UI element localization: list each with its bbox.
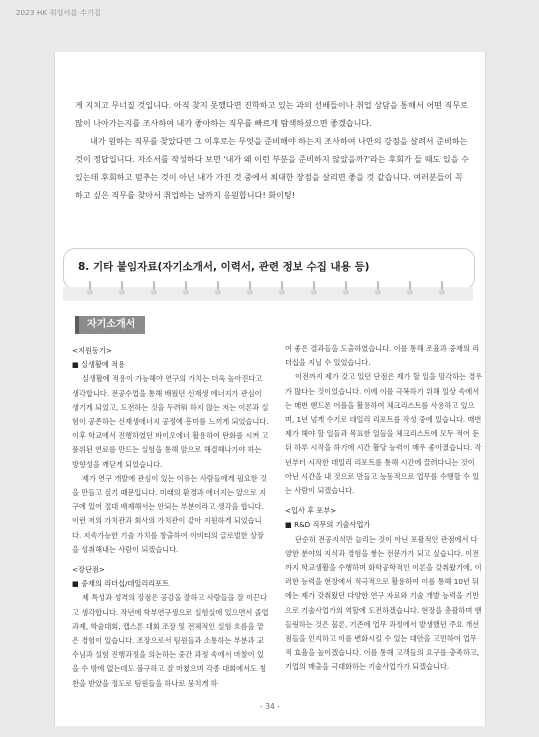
binder-ring <box>441 281 443 291</box>
binder-ring <box>409 281 411 291</box>
left-column <box>72 344 270 691</box>
body-paragraph: 제가 연구 개발에 관심이 있는 이유는 사람들에게 필요한 것을 만들고 싶기 때문입니다. 미래의 환경과 에너지는 앞으로 지구에 있어 절대 배제해서는 안되는 부분이라고 생각을 합니다. 이런 저의 가치관과 회사의 가치관이 같아 지원하게 되었습니다. 지속가능한 기술 가치를 창출하여 이비티의 글로벌한 상장을 성취해내는 사람이 되겠습니다. <box>72 473 267 554</box>
binder-ring <box>185 281 187 291</box>
binder-ring <box>121 281 123 291</box>
body-paragraph: 실생활에 적용이 가능해야 연구의 가치는 더욱 높아진다고 생각합니다. 전공수업을 통해 배웠던 신재생 에너지가 관심이 생기게 되었고, 도전하는 것을 두려워 하지 않는 저는 이론과 실험이 공존하는 신재생에너지 공정에 흥미를 느끼게 되었습니다. 이후 학교에서 진행하였던 바이오에너 활용하여 탄화를 시켜 고품위된 연료를 만드는 실험을 통해 앞으로 해결해나가야 하는 방향성을 깨닫게 되었습니다. <box>72 374 269 469</box>
binder-ring <box>217 281 219 291</box>
document-header: 2023 HK 취업이름 수기집 <box>16 9 101 17</box>
binder-ring <box>313 281 315 291</box>
binder-ring <box>281 281 283 291</box>
binder-ring <box>89 281 91 291</box>
intro-paragraph: 게 지치고 무너질 것입니다. 아직 찾지 못했다면 진학하고 있는 과의 선배들이나 취업 상담을 통해서 어떤 직무로 많이 나아가는지를 조사하여 내가 좋아하는 직무를 빠르게 탐색하셨으면 좋겠습니다. <box>75 100 469 128</box>
subheading: ■ 중재의 리더십/데일리리포트 <box>72 579 170 589</box>
intro-paragraph: 내가 원하는 직무를 찾았다면 그 이후로는 무엇을 준비해야 하는지 조사하여 나만의 강점을 살려서 준비하는 것이 정답입니다. 자소서를 작성하다 보면 '내가 왜 이런 부분을 준비하지 않았을까?'라는 후회가 들 때도 있을 수 있는데 후회하고 멈추는 것이 아닌 내가 가진 것 중에서 최대한 장점을 살리면 좋을 것 같습니다. 여러분들이 꼭 하고 싶은 직무를 찾아서 취업하는 날까지 응원합니다! 화이팅! <box>75 136 469 200</box>
cover-letter-tag: 자기소개서 <box>75 316 145 334</box>
right-column <box>285 342 483 675</box>
binder-ring <box>345 281 347 291</box>
body-paragraph: 이전까지 제가 갖고 있던 단점은 제가 할 일을 망각하는 경우가 많다는 것이었습니다. 이에 이를 극복하기 위해 일상 속에서는 매번 핸드폰 어플을 활용하여 체크리스트를 사용하고 있으며, 1년 넘게 수기로 데일리 리포트를 작성 중에 있습니다. 매번 제가 해야 할 일들과 목표한 일들을 체크리스트에 모두 적어 둔 뒤 하루 시작을 하기에 시간 활당 능력이 매우 좋아졌습니다. 작년부터 시작한 데일리 리포트를 통해 시간에 끌려다니는 것이 아닌 시간을 내 것으로 만들고 능동적으로 업무를 수행할 수 있는 사람이 되겠습니다. <box>285 372 483 496</box>
document-page <box>54 52 486 726</box>
body-paragraph: 제 특성과 성격의 장점은 공감을 잘하고 사람들을 잘 이끈다고 생각합니다. 작년에 학부연구생으로 실험실에 있으면서 졸업과제, 학술대회, 캡스톤 대회 조장 및 전체적인 실험 흐름을 맡은 경험이 있습니다. 조장으로서 팀원들과 소통하는 부분과 교수님과 실험 진행과정을 의논하는 중간 과정 속에서 마찰이 있을 수 밖에 없는데도 불구하고 잘 마쳤으며 각종 대회에서도 칭찬을 받았을 정도로 팀원들을 하나로 뭉치게 하 <box>72 593 269 688</box>
intro-text <box>75 96 470 204</box>
page-number: - 34 - <box>260 702 280 711</box>
section-title: 8. 기타 붙임자료(자기소개서, 이력서, 관련 정보 수집 내용 등) <box>78 261 370 273</box>
heading-motivation: <지원동기> <box>72 346 112 355</box>
heading-aspiration: <입사 후 포부> <box>285 506 337 516</box>
section-heading-box <box>63 248 475 290</box>
subheading: ■ R&D 직무의 기술사업가 <box>285 520 371 530</box>
binder-ring <box>153 281 155 291</box>
heading-strengths: <장단점> <box>72 565 105 575</box>
binder-ring <box>377 281 379 291</box>
binder-ring <box>249 281 251 291</box>
body-paragraph: 단순히 전공지식만 늘리는 것이 아닌 포괄적인 관점에서 다양한 분야의 지식과 경험을 쌓는 전문가가 되고 싶습니다. 이전까지 학교생활을 수행하며 화학공학적인 이론을 갖춰왔기에, 이러한 능력을 현장에서 적극적으로 활용하여 이를 통해 10년 뒤에는 제가 갖춰왔던 다양한 연구 자료와 기술 개발 능력을 기반으로 기술사업가의 역할에 도전하겠습니다. 현장을 총괄하며 핸들링하는 것은 물론, 기존에 업무 과정에서 발생했던 주요 개선점들을 인지하고 이를 변화시킬 수 있는 대안을 고민하여 업무적 효율을 높이겠습니다. 이를 통해 고객들의 요구를 충족하고, 기업의 매출을 극대화하는 기술사업가가 되겠습니다. <box>285 534 482 672</box>
body-paragraph: 여 좋은 결과들을 도출하였습니다. 이를 통해 조율과 중재의 리더십을 지닐 수 있었습니다. <box>285 344 480 368</box>
binder-strip <box>63 287 473 301</box>
subheading: ■ 실생활에 적용 <box>72 360 126 370</box>
